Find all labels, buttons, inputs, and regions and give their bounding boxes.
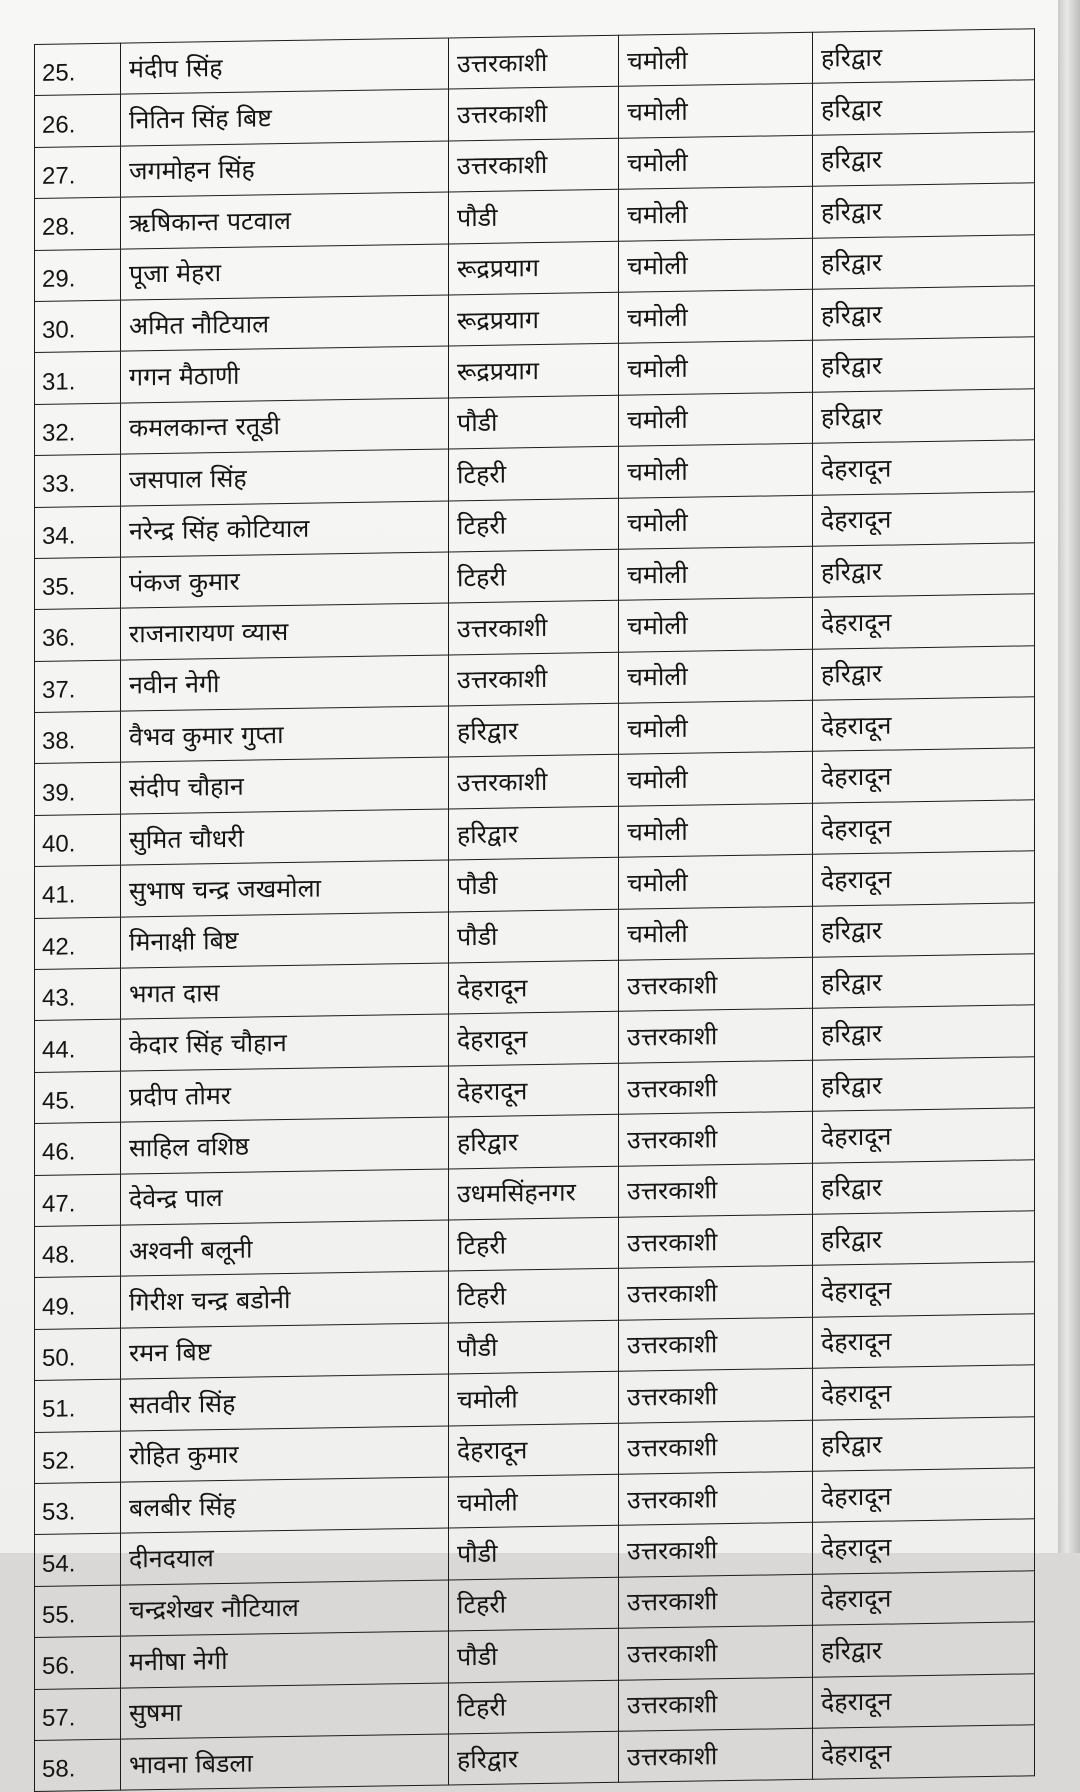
transfer-district-cell: हरिद्वार <box>813 1005 1035 1060</box>
transfer-district-cell: हरिद्वार <box>813 234 1035 289</box>
serial-number-cell: 42. <box>35 917 121 970</box>
current-district-cell: उत्तरकाशी <box>619 1523 813 1577</box>
serial-number-cell: 48. <box>35 1225 121 1278</box>
employee-name-cell: गगन मैठाणी <box>121 346 449 403</box>
employee-name-cell: मिनाक्षी बिष्ट <box>121 912 449 969</box>
current-district-cell: उत्तरकाशी <box>619 1368 813 1422</box>
transfer-district-cell: हरिद्वार <box>813 1416 1035 1471</box>
current-district-cell: उत्तरकाशी <box>619 957 813 1011</box>
employee-name-cell: सुमित चौधरी <box>121 809 449 866</box>
serial-number-cell: 54. <box>35 1533 121 1586</box>
serial-number-cell: 46. <box>35 1122 121 1175</box>
employee-name-cell: प्रदीप तोमर <box>121 1066 449 1123</box>
transfer-district-cell: देहरादून <box>813 1725 1035 1780</box>
serial-number-cell: 44. <box>35 1020 121 1073</box>
records-table-body <box>35 29 1035 1792</box>
employee-name-cell: संदीप चौहान <box>121 757 449 814</box>
current-district-cell: चमोली <box>619 906 813 960</box>
employee-name-cell: नितिन सिंह बिष्ट <box>121 89 449 146</box>
current-district-cell: चमोली <box>619 752 813 806</box>
current-district-cell: उत्तरकाशी <box>619 1317 813 1371</box>
home-district-cell: टिहरी <box>449 1680 619 1734</box>
home-district-cell: देहरादून <box>449 1423 619 1477</box>
home-district-cell: देहरादून <box>449 960 619 1014</box>
employee-name-cell: देवेन्द्र पाल <box>121 1169 449 1226</box>
home-district-cell: टिहरी <box>449 498 619 552</box>
transfer-district-cell: देहरादून <box>813 1262 1035 1317</box>
transfer-district-cell: देहरादून <box>813 1519 1035 1574</box>
home-district-cell: टिहरी <box>449 1577 619 1631</box>
transfer-district-cell: हरिद्वार <box>813 902 1035 957</box>
home-district-cell: हरिद्वार <box>449 1115 619 1169</box>
home-district-cell: टिहरी <box>449 549 619 603</box>
current-district-cell: चमोली <box>619 186 813 240</box>
transfer-district-cell: हरिद्वार <box>813 286 1035 341</box>
serial-number-cell: 37. <box>35 660 121 713</box>
employee-name-cell: राजनारायण व्यास <box>121 603 449 660</box>
serial-number-cell: 56. <box>35 1636 121 1689</box>
employee-name-cell: गिरीश चन्द्र बडोनी <box>121 1271 449 1328</box>
transfer-district-cell: देहरादून <box>813 748 1035 803</box>
employee-name-cell: चन्द्रशेखर नौटियाल <box>121 1580 449 1637</box>
home-district-cell: चमोली <box>449 1371 619 1425</box>
serial-number-cell: 39. <box>35 763 121 816</box>
current-district-cell: चमोली <box>619 855 813 909</box>
serial-number-cell: 31. <box>35 351 121 404</box>
home-district-cell: हरिद्वार <box>449 1731 619 1785</box>
transfer-district-cell: हरिद्वार <box>813 183 1035 238</box>
transfer-district-cell: देहरादून <box>813 594 1035 649</box>
transfer-district-cell: देहरादून <box>813 1365 1035 1420</box>
home-district-cell: पौडी <box>449 858 619 912</box>
employee-name-cell: सुषमा <box>121 1682 449 1739</box>
employee-name-cell: वैभव कुमार गुप्ता <box>121 706 449 763</box>
serial-number-cell: 30. <box>35 300 121 353</box>
transfer-district-cell: हरिद्वार <box>813 1211 1035 1266</box>
serial-number-cell: 27. <box>35 146 121 199</box>
transfer-district-cell: देहरादून <box>813 697 1035 752</box>
home-district-cell: हरिद्वार <box>449 703 619 757</box>
current-district-cell: चमोली <box>619 546 813 600</box>
transfer-district-cell: देहरादून <box>813 491 1035 546</box>
employee-name-cell: सुभाष चन्द्र जखमोला <box>121 860 449 917</box>
current-district-cell: उत्तरकाशी <box>619 1420 813 1474</box>
home-district-cell: उधमसिंहनगर <box>449 1166 619 1220</box>
current-district-cell: चमोली <box>619 238 813 292</box>
serial-number-cell: 35. <box>35 557 121 610</box>
current-district-cell: उत्तरकाशी <box>619 1266 813 1320</box>
employee-name-cell: अमित नौटियाल <box>121 295 449 352</box>
transfer-district-cell: हरिद्वार <box>813 337 1035 392</box>
home-district-cell: उत्तरकाशी <box>449 755 619 809</box>
home-district-cell: उत्तरकाशी <box>449 35 619 89</box>
transfer-district-cell: हरिद्वार <box>813 29 1035 84</box>
employee-name-cell: भगत दास <box>121 963 449 1020</box>
serial-number-cell: 49. <box>35 1277 121 1330</box>
transfer-district-cell: हरिद्वार <box>813 543 1035 598</box>
transfer-district-cell: देहरादून <box>813 1108 1035 1163</box>
home-district-cell: उत्तरकाशी <box>449 601 619 655</box>
employee-name-cell: कमलकान्त रतूडी <box>121 398 449 455</box>
transfer-district-cell: हरिद्वार <box>813 1159 1035 1214</box>
employee-name-cell: जसपाल सिंह <box>121 449 449 506</box>
employee-name-cell: बलबीर सिंह <box>121 1477 449 1534</box>
records-table <box>34 28 1035 1792</box>
employee-name-cell: सतवीर सिंह <box>121 1374 449 1431</box>
transfer-district-cell: देहरादून <box>813 1468 1035 1523</box>
serial-number-cell: 57. <box>35 1688 121 1741</box>
home-district-cell: पौडी <box>449 189 619 243</box>
transfer-district-cell: देहरादून <box>813 1314 1035 1369</box>
home-district-cell: रूद्रप्रयाग <box>449 292 619 346</box>
employee-name-cell: जगमोहन सिंह <box>121 141 449 198</box>
employee-name-cell: ऋषिकान्त पटवाल <box>121 192 449 249</box>
employee-name-cell: रमन बिष्ट <box>121 1323 449 1380</box>
serial-number-cell: 50. <box>35 1328 121 1381</box>
current-district-cell: चमोली <box>619 135 813 189</box>
employee-name-cell: पूजा मेहरा <box>121 244 449 301</box>
current-district-cell: चमोली <box>619 84 813 138</box>
current-district-cell: चमोली <box>619 32 813 86</box>
serial-number-cell: 45. <box>35 1071 121 1124</box>
current-district-cell: चमोली <box>619 803 813 857</box>
home-district-cell: हरिद्वार <box>449 806 619 860</box>
employee-name-cell: नवीन नेगी <box>121 655 449 712</box>
transfer-district-cell: हरिद्वार <box>813 954 1035 1009</box>
transfer-district-cell: हरिद्वार <box>813 80 1035 135</box>
current-district-cell: उत्तरकाशी <box>619 1625 813 1679</box>
current-district-cell: चमोली <box>619 392 813 446</box>
transfer-district-cell: देहरादून <box>813 440 1035 495</box>
home-district-cell: पौडी <box>449 909 619 963</box>
serial-number-cell: 26. <box>35 95 121 148</box>
serial-number-cell: 47. <box>35 1174 121 1227</box>
page-edge <box>1058 0 1080 1553</box>
current-district-cell: उत्तरकाशी <box>619 1214 813 1268</box>
transfer-district-cell: देहरादून <box>813 851 1035 906</box>
home-district-cell: पौडी <box>449 1526 619 1580</box>
transfer-district-cell: हरिद्वार <box>813 1622 1035 1677</box>
current-district-cell: उत्तरकाशी <box>619 1471 813 1525</box>
home-district-cell: उत्तरकाशी <box>449 87 619 141</box>
serial-number-cell: 51. <box>35 1379 121 1432</box>
serial-number-cell: 38. <box>35 711 121 764</box>
employee-name-cell: मंदीप सिंह <box>121 38 449 95</box>
home-district-cell: टिहरी <box>449 446 619 500</box>
serial-number-cell: 55. <box>35 1585 121 1638</box>
employee-name-cell: मनीषा नेगी <box>121 1631 449 1688</box>
home-district-cell: पौडी <box>449 1320 619 1374</box>
transfer-district-cell: हरिद्वार <box>813 132 1035 187</box>
transfer-district-cell: हरिद्वार <box>813 389 1035 444</box>
current-district-cell: चमोली <box>619 598 813 652</box>
home-district-cell: पौडी <box>449 395 619 449</box>
serial-number-cell: 43. <box>35 968 121 1021</box>
employee-name-cell: पंकज कुमार <box>121 552 449 609</box>
employee-name-cell: भावना बिडला <box>121 1734 449 1791</box>
home-district-cell: पौडी <box>449 1628 619 1682</box>
current-district-cell: चमोली <box>619 443 813 497</box>
current-district-cell: चमोली <box>619 289 813 343</box>
current-district-cell: उत्तरकाशी <box>619 1163 813 1217</box>
current-district-cell: उत्तरकाशी <box>619 1574 813 1628</box>
transfer-district-cell: देहरादून <box>813 1571 1035 1626</box>
employee-name-cell: अश्वनी बलूनी <box>121 1220 449 1277</box>
serial-number-cell: 29. <box>35 249 121 302</box>
serial-number-cell: 28. <box>35 197 121 250</box>
serial-number-cell: 36. <box>35 608 121 661</box>
employee-name-cell: दीनदयाल <box>121 1528 449 1585</box>
employee-name-cell: साहिल वशिष्ठ <box>121 1117 449 1174</box>
current-district-cell: उत्तरकाशी <box>619 1009 813 1063</box>
home-district-cell: उत्तरकाशी <box>449 652 619 706</box>
employee-name-cell: केदार सिंह चौहान <box>121 1014 449 1071</box>
current-district-cell: चमोली <box>619 341 813 395</box>
home-district-cell: रूद्रप्रयाग <box>449 344 619 398</box>
serial-number-cell: 41. <box>35 865 121 918</box>
transfer-district-cell: हरिद्वार <box>813 1057 1035 1112</box>
home-district-cell: चमोली <box>449 1474 619 1528</box>
current-district-cell: उत्तरकाशी <box>619 1728 813 1782</box>
transfer-district-cell: हरिद्वार <box>813 645 1035 700</box>
serial-number-cell: 40. <box>35 814 121 867</box>
current-district-cell: चमोली <box>619 495 813 549</box>
transfer-district-cell: देहरादून <box>813 1673 1035 1728</box>
serial-number-cell: 25. <box>35 43 121 96</box>
home-district-cell: देहरादून <box>449 1063 619 1117</box>
serial-number-cell: 53. <box>35 1482 121 1535</box>
transfer-district-cell: देहरादून <box>813 800 1035 855</box>
current-district-cell: चमोली <box>619 700 813 754</box>
serial-number-cell: 33. <box>35 454 121 507</box>
home-district-cell: उत्तरकाशी <box>449 138 619 192</box>
employee-name-cell: रोहित कुमार <box>121 1426 449 1483</box>
home-district-cell: देहरादून <box>449 1012 619 1066</box>
serial-number-cell: 52. <box>35 1431 121 1484</box>
serial-number-cell: 58. <box>35 1739 121 1792</box>
current-district-cell: उत्तरकाशी <box>619 1677 813 1731</box>
home-district-cell: टिहरी <box>449 1217 619 1271</box>
current-district-cell: उत्तरकाशी <box>619 1111 813 1165</box>
serial-number-cell: 32. <box>35 403 121 456</box>
home-district-cell: रूद्रप्रयाग <box>449 241 619 295</box>
serial-number-cell: 34. <box>35 506 121 559</box>
home-district-cell: टिहरी <box>449 1269 619 1323</box>
employee-name-cell: नरेन्द्र सिंह कोटियाल <box>121 501 449 558</box>
current-district-cell: चमोली <box>619 649 813 703</box>
current-district-cell: उत्तरकाशी <box>619 1060 813 1114</box>
